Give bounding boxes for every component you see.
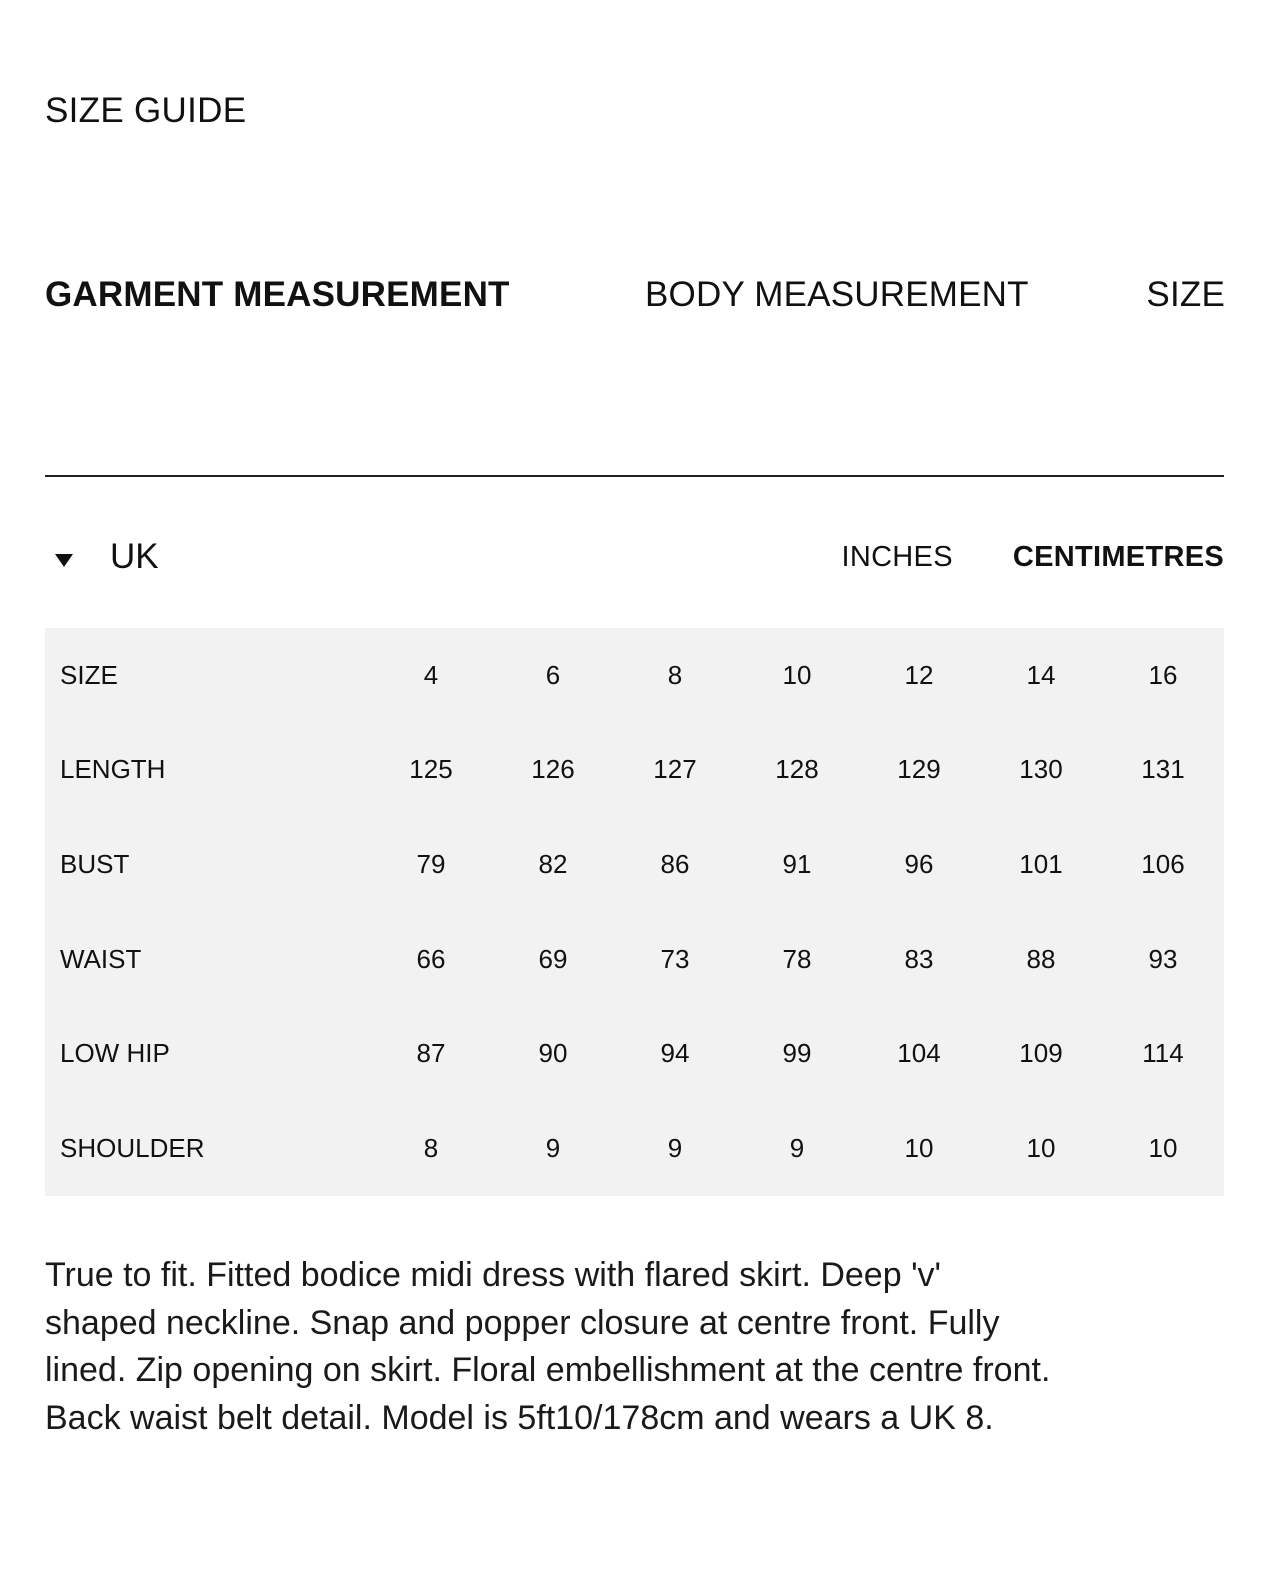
table-cell: 126 bbox=[531, 754, 575, 785]
table-cell: 131 bbox=[1141, 754, 1185, 785]
row-label: SIZE bbox=[60, 659, 118, 690]
unit-centimetres[interactable]: CENTIMETRES bbox=[1012, 541, 1224, 573]
table-cell: 10 bbox=[904, 1133, 934, 1164]
table-row bbox=[45, 912, 1224, 1007]
table-cell: 129 bbox=[897, 754, 941, 785]
table-cell: 104 bbox=[897, 1038, 941, 1069]
table-cell: 109 bbox=[1019, 1038, 1063, 1069]
table-cell: 93 bbox=[1148, 943, 1178, 974]
table-row bbox=[45, 1007, 1224, 1102]
table-cell: 8 bbox=[423, 1133, 439, 1164]
row-label: LENGTH bbox=[60, 754, 166, 785]
table-cell: 78 bbox=[782, 943, 812, 974]
table-cell: 16 bbox=[1148, 659, 1178, 690]
table-cell: 91 bbox=[782, 849, 812, 880]
table-row bbox=[45, 628, 1224, 723]
table-cell: 69 bbox=[538, 943, 568, 974]
table-row bbox=[45, 817, 1224, 912]
table-cell: 130 bbox=[1019, 754, 1063, 785]
tab-garment-measurement[interactable]: GARMENT MEASUREMENT bbox=[45, 275, 510, 314]
table-cell: 12 bbox=[904, 659, 934, 690]
divider bbox=[45, 475, 1224, 477]
region-dropdown[interactable] bbox=[55, 535, 159, 579]
table-cell: 101 bbox=[1019, 849, 1063, 880]
table-cell: 90 bbox=[538, 1038, 568, 1069]
table-cell: 6 bbox=[545, 659, 561, 690]
tab-size[interactable]: SIZE bbox=[1146, 275, 1225, 314]
unit-inches[interactable]: INCHES bbox=[841, 541, 953, 573]
row-label: BUST bbox=[60, 849, 130, 880]
row-label: LOW HIP bbox=[60, 1038, 170, 1069]
caret-down-icon bbox=[55, 554, 73, 567]
page-title: SIZE GUIDE bbox=[45, 91, 247, 130]
table-cell: 99 bbox=[782, 1038, 812, 1069]
region-label: UK bbox=[110, 537, 159, 576]
table-cell: 88 bbox=[1026, 943, 1056, 974]
measurement-tabs bbox=[45, 272, 1225, 318]
table-cell: 9 bbox=[545, 1133, 561, 1164]
table-row bbox=[45, 723, 1224, 818]
table-cell: 114 bbox=[1142, 1038, 1184, 1069]
table-cell: 4 bbox=[423, 659, 439, 690]
row-label: SHOULDER bbox=[60, 1133, 205, 1164]
table-cell: 14 bbox=[1026, 659, 1056, 690]
table-cell: 10 bbox=[782, 659, 812, 690]
table-cell: 73 bbox=[660, 943, 690, 974]
row-label: WAIST bbox=[60, 943, 142, 974]
tab-body-measurement[interactable]: BODY MEASUREMENT bbox=[645, 275, 1029, 314]
table-row bbox=[45, 1101, 1224, 1196]
table-cell: 125 bbox=[409, 754, 453, 785]
table-cell: 10 bbox=[1026, 1133, 1056, 1164]
table-cell: 94 bbox=[660, 1038, 690, 1069]
unit-toggle bbox=[841, 537, 1224, 577]
table-cell: 87 bbox=[416, 1038, 446, 1069]
product-description: True to fit. Fitted bodice midi dress with flared skirt. Deep 'v' shaped neckline. Snap and popper closure at centre front. Fully lined. Zip opening on skirt. Floral embellishment at the centre front. Back waist belt detail. Model is 5ft10/178cm and wears a UK 8. bbox=[45, 1256, 1051, 1437]
table-cell: 86 bbox=[660, 849, 690, 880]
table-cell: 9 bbox=[667, 1133, 683, 1164]
table-cell: 106 bbox=[1141, 849, 1185, 880]
table-cell: 9 bbox=[789, 1133, 805, 1164]
table-cell: 82 bbox=[538, 849, 568, 880]
table-cell: 79 bbox=[416, 849, 446, 880]
table-cell: 66 bbox=[416, 943, 446, 974]
table-cell: 10 bbox=[1148, 1133, 1178, 1164]
table-cell: 83 bbox=[904, 943, 934, 974]
table-cell: 8 bbox=[667, 659, 683, 690]
table-cell: 127 bbox=[653, 754, 697, 785]
table-cell: 128 bbox=[775, 754, 819, 785]
size-table bbox=[45, 628, 1224, 1196]
table-cell: 96 bbox=[904, 849, 934, 880]
